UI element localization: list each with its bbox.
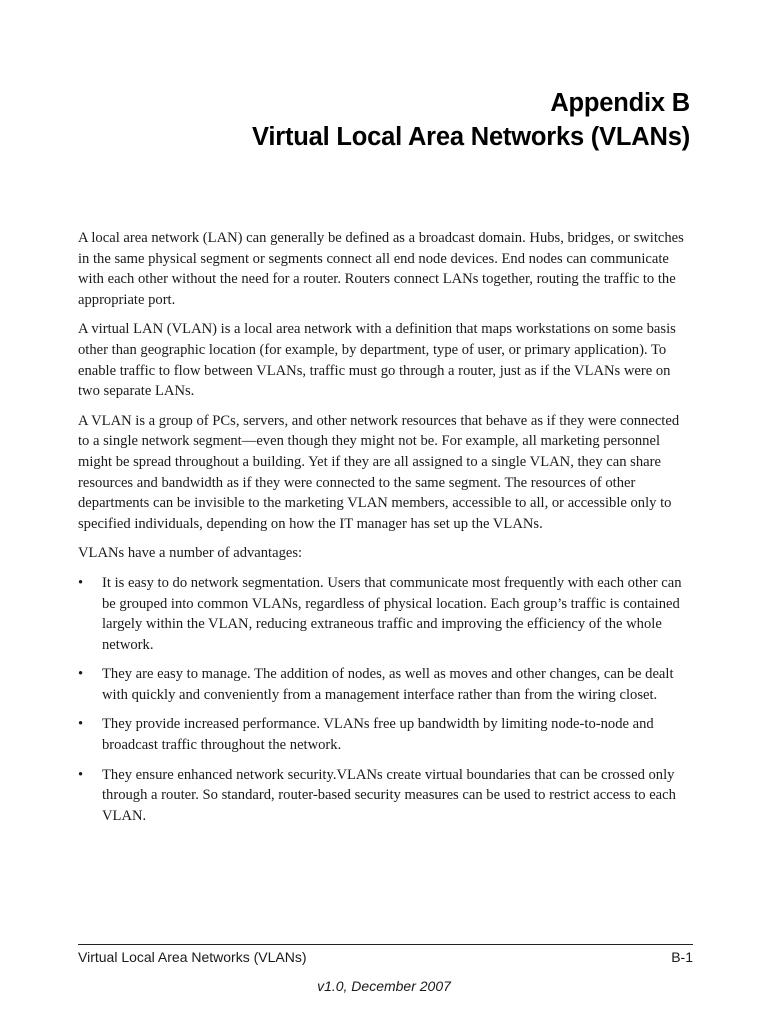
list-item-text: It is easy to do network segmentation. Users that communicate most frequently with each other can be grouped into common VLANs, regardless of physical location. Each group’s traffic is contained largely within the VLAN, reducing extraneous traffic and improving the efficiency of the whole network. [102, 574, 682, 653]
list-item [78, 664, 693, 705]
page-footer [78, 948, 693, 966]
list-item-text: They are easy to manage. The addition of nodes, as well as moves and other changes, can be dealt with quickly and conveniently from a management interface rather than from the wiring closet. [102, 666, 674, 703]
bullet-icon: • [78, 574, 84, 591]
paragraph-vlan-definition: A virtual LAN (VLAN) is a local area network with a definition that maps workstations on some basis other than geographic location (for example, by department, type of user, or primary application). To enable traffic to flow between VLANs, traffic must go through a router, just as if the VLANs were on two separate LANs. [78, 321, 676, 400]
paragraph-lan-definition: A local area network (LAN) can generally be defined as a broadcast domain. Hubs, bridges, or switches in the same physical segment or segments connect all end node devices. End nodes can communicate with each other without the need for a router. Routers connect LANs together, routing the traffic to the appropriate port. [78, 230, 684, 308]
bullet-icon: • [78, 716, 84, 733]
advantages-list [78, 573, 693, 827]
version-label: v1.0, December 2007 [317, 978, 451, 994]
page-number: B-1 [671, 949, 693, 965]
chapter-title: Virtual Local Area Networks (VLANs) [252, 123, 690, 151]
bullet-icon: • [78, 666, 84, 683]
list-item-text: They provide increased performance. VLANs free up bandwidth by limiting node-to-node and broadcast traffic throughout the network. [102, 716, 654, 754]
list-item [78, 714, 693, 755]
list-item [78, 573, 693, 655]
bullet-icon: • [78, 766, 84, 783]
body-text [78, 228, 693, 835]
footer-divider [78, 944, 693, 945]
appendix-label: Appendix B [550, 89, 690, 117]
list-item-text: They ensure enhanced network security.VLANs create virtual boundaries that can be crossed only through a router. So standard, router-based security measures can be used to restrict access to each VLAN. [102, 766, 676, 824]
list-item [78, 765, 693, 827]
footer-section-title: Virtual Local Area Networks (VLANs) [78, 949, 307, 965]
paragraph-advantages-intro: VLANs have a number of advantages: [78, 545, 303, 562]
paragraph-vlan-group: A VLAN is a group of PCs, servers, and other network resources that behave as if they were connected to a single network segment—even though they might not be. For example, all marketing personnel might be spread throughout a building. Yet if they are all assigned to a single VLAN, they can share resources and bandwidth as if they were connected to the same segment. The resources of other departments can be invisible to the marketing VLAN members, accessible to all, or accessible only to specified individuals, depending on how the IT manager has set up the VLANs. [78, 412, 680, 532]
chapter-heading [252, 86, 690, 154]
